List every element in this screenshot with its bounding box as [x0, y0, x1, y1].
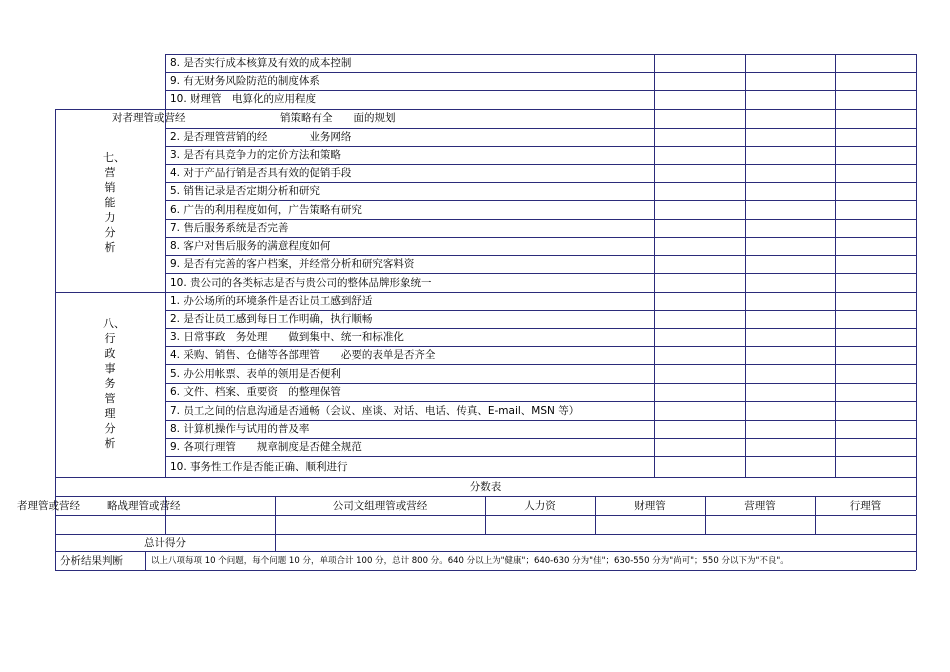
- score-header: 者理管或营经: [17, 500, 80, 512]
- item-text: 6. 广告的利用程度如何，广告策略有研究: [170, 204, 362, 216]
- score-header: 行理管: [849, 500, 882, 512]
- item-text: 1. 办公场所的环境条件是否让员工感到舒适: [170, 295, 373, 307]
- item-text: 3. 是否有具竞争力的定价方法和策略: [170, 149, 341, 161]
- item-text: 对者理管或营经 销策略有全 面的规划: [112, 112, 396, 124]
- item-text: 3. 日常事政 务处理 做到集中、统一和标准化: [170, 331, 404, 343]
- result-text: 以上八项每项 10 个问题，每个问题 10 分，单项合计 100 分，总计 800 分。640 分以上为"健康"；640-630 分为"佳"；630-550 分为"尚可"；550 分以下为"不良"。: [151, 556, 789, 566]
- result-label: 分析结果判断: [60, 555, 123, 567]
- total-score-label: 总计得分: [144, 537, 186, 549]
- score-header: 公司文组理管或营经: [332, 500, 428, 512]
- score-header: 营理管: [744, 500, 776, 512]
- item-text: 10. 贵公司的各类标志是否与贵公司的整体品牌形象统一: [170, 277, 432, 289]
- item-text: 9. 各项行理管 规章制度是否健全规范: [170, 441, 362, 453]
- score-header: 人力资: [524, 500, 556, 512]
- score-header: 财理管: [634, 500, 666, 512]
- section7-label: 七、营销能力分析: [103, 151, 125, 254]
- item-text: 7. 售后服务系统是否完善: [170, 222, 289, 234]
- item-text: 4. 对于产品行销是否具有效的促销手段: [170, 167, 352, 179]
- item-text: 6. 文件、档案、重要资 的整理保管: [170, 386, 341, 398]
- item-text: 4. 采购、销售、仓储等各部理管 必要的表单是否齐全: [170, 349, 436, 361]
- item-text: 8. 是否实行成本核算及有效的成本控制: [170, 57, 352, 69]
- item-text: 2. 是否理管营销的经 业务网络: [170, 131, 352, 143]
- item-text: 10. 事务性工作是否能正确、顺利进行: [170, 461, 348, 473]
- item-text: 7. 员工之间的信息沟通是否通畅（会议、座谈、对话、电话、传真、E-mail、MSN 等）: [170, 405, 580, 417]
- item-text: 9. 有无财务风险防范的制度体系: [170, 75, 320, 87]
- section8-label: 八、行政事务管理分析: [103, 317, 125, 450]
- item-text: 10. 财理管 电算化的应用程度: [170, 93, 317, 105]
- item-text: 8. 计算机操作与试用的普及率: [170, 423, 310, 435]
- score-header: 略战理管或营经: [107, 500, 181, 512]
- score-table-title: 分数表: [469, 481, 502, 493]
- item-text: 9. 是否有完善的客户档案，并经常分析和研究客料资: [170, 258, 415, 270]
- item-text: 8. 客户对售后服务的满意程度如何: [170, 240, 331, 252]
- item-text: 5. 销售记录是否定期分析和研究: [170, 185, 320, 197]
- item-text: 2. 是否让员工感到每日工作明确，执行顺畅: [170, 313, 373, 325]
- item-text: 5. 办公用帐票、表单的领用是否便利: [170, 368, 341, 380]
